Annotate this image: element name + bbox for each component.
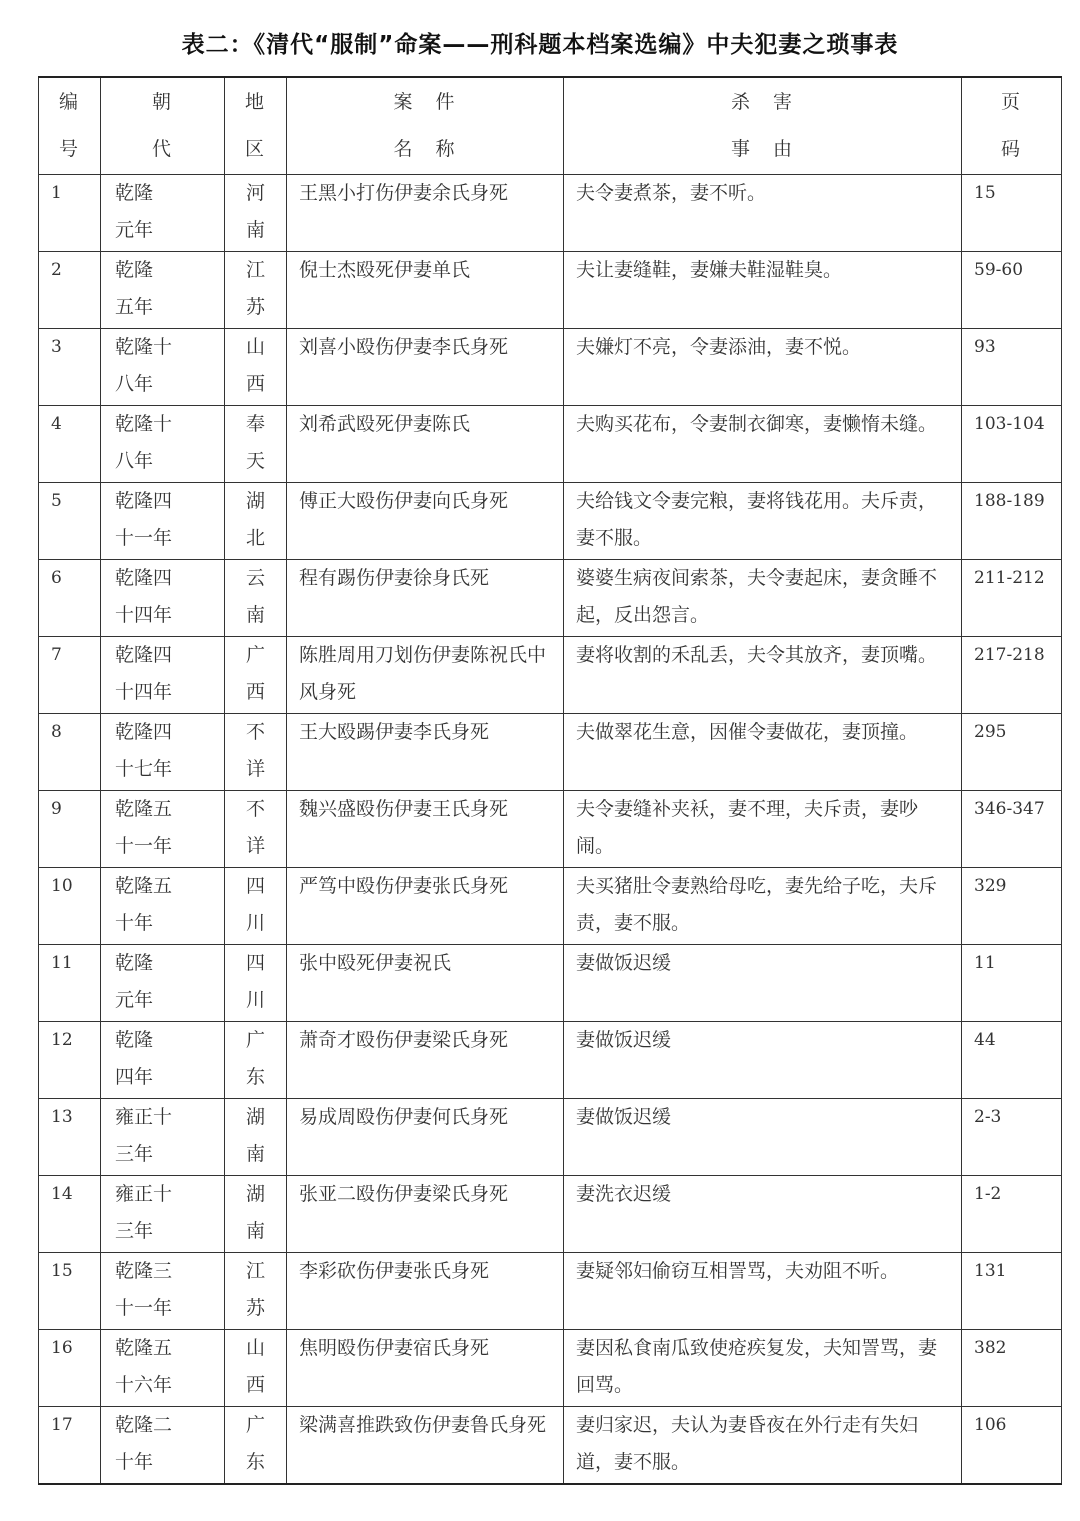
cell-reason: 夫令妻缝补夹袄，妻不理，夫斥责，妻吵闹。 [564, 791, 962, 868]
cell-region: 广 东 [225, 1407, 287, 1485]
cell-reason: 夫给钱文令妻完粮，妻将钱花用。夫斥责，妻不服。 [564, 483, 962, 560]
cell-region: 湖 南 [225, 1176, 287, 1253]
cell-reason: 婆婆生病夜间索茶，夫令妻起床，妻贪睡不起，反出怨言。 [564, 560, 962, 637]
table-row [39, 868, 1062, 945]
cell-case-name: 李彩砍伤伊妻张氏身死 [287, 1253, 564, 1330]
table-row [39, 1099, 1062, 1176]
cell-reason: 妻将收割的禾乱丢，夫令其放齐，妻顶嘴。 [564, 637, 962, 714]
cell-id: 9 [39, 791, 101, 868]
cell-region: 奉 天 [225, 406, 287, 483]
cell-id: 15 [39, 1253, 101, 1330]
table-row [39, 1022, 1062, 1099]
cell-reason: 妻做饭迟缓 [564, 1099, 962, 1176]
table-body [39, 175, 1062, 1485]
cell-region: 广 西 [225, 637, 287, 714]
table-row [39, 560, 1062, 637]
cell-region: 不 详 [225, 791, 287, 868]
table-row [39, 406, 1062, 483]
cell-id: 13 [39, 1099, 101, 1176]
cell-case-name: 易成周殴伤伊妻何氏身死 [287, 1099, 564, 1176]
cell-page: 131 [962, 1253, 1062, 1330]
cell-reason: 夫让妻缝鞋，妻嫌夫鞋湿鞋臭。 [564, 252, 962, 329]
cell-id: 16 [39, 1330, 101, 1407]
cell-reason: 妻做饭迟缓 [564, 945, 962, 1022]
cell-region: 云 南 [225, 560, 287, 637]
cell-id: 2 [39, 252, 101, 329]
cell-page: 59-60 [962, 252, 1062, 329]
cell-era: 乾隆十 八年 [101, 329, 225, 406]
cell-region: 山 西 [225, 329, 287, 406]
cell-id: 10 [39, 868, 101, 945]
cell-id: 17 [39, 1407, 101, 1485]
cell-region: 江 苏 [225, 1253, 287, 1330]
table-row [39, 714, 1062, 791]
cell-reason: 夫令妻煮茶，妻不听。 [564, 175, 962, 252]
cell-era: 乾隆 四年 [101, 1022, 225, 1099]
cell-case-name: 刘喜小殴伤伊妻李氏身死 [287, 329, 564, 406]
cell-page: 295 [962, 714, 1062, 791]
cell-era: 乾隆五 十一年 [101, 791, 225, 868]
header-reason: 杀 害 事 由 [564, 77, 962, 175]
cell-page: 346-347 [962, 791, 1062, 868]
cell-region: 四 川 [225, 945, 287, 1022]
table-row [39, 1407, 1062, 1485]
cell-id: 1 [39, 175, 101, 252]
table-row [39, 637, 1062, 714]
header-case-name: 案 件 名 称 [287, 77, 564, 175]
table-row [39, 175, 1062, 252]
cell-id: 7 [39, 637, 101, 714]
case-table [38, 76, 1062, 1485]
cell-reason: 妻因私食南瓜致使疮疾复发，夫知詈骂，妻回骂。 [564, 1330, 962, 1407]
cell-era: 雍正十 三年 [101, 1099, 225, 1176]
cell-page: 103-104 [962, 406, 1062, 483]
cell-era: 乾隆四 十四年 [101, 637, 225, 714]
table-row [39, 483, 1062, 560]
cell-era: 乾隆 元年 [101, 175, 225, 252]
cell-reason: 夫购买花布，令妻制衣御寒，妻懒惰未缝。 [564, 406, 962, 483]
table-header [39, 77, 1062, 175]
cell-case-name: 傅正大殴伤伊妻向氏身死 [287, 483, 564, 560]
cell-page: 106 [962, 1407, 1062, 1485]
cell-case-name: 严笃中殴伤伊妻张氏身死 [287, 868, 564, 945]
cell-reason: 妻洗衣迟缓 [564, 1176, 962, 1253]
cell-page: 93 [962, 329, 1062, 406]
cell-reason: 夫嫌灯不亮，令妻添油，妻不悦。 [564, 329, 962, 406]
cell-case-name: 倪士杰殴死伊妻单氏 [287, 252, 564, 329]
table-row [39, 945, 1062, 1022]
cell-region: 河 南 [225, 175, 287, 252]
cell-reason: 妻疑邻妇偷窃互相詈骂，夫劝阻不听。 [564, 1253, 962, 1330]
cell-era: 雍正十 三年 [101, 1176, 225, 1253]
cell-case-name: 程有踢伤伊妻徐身氏死 [287, 560, 564, 637]
cell-reason: 妻归家迟，夫认为妻昏夜在外行走有失妇道，妻不服。 [564, 1407, 962, 1485]
cell-page: 188-189 [962, 483, 1062, 560]
header-page: 页 码 [962, 77, 1062, 175]
cell-region: 不 详 [225, 714, 287, 791]
cell-case-name: 萧奇才殴伤伊妻梁氏身死 [287, 1022, 564, 1099]
cell-case-name: 梁满喜推跌致伤伊妻鲁氏身死 [287, 1407, 564, 1485]
table-row [39, 791, 1062, 868]
cell-page: 2-3 [962, 1099, 1062, 1176]
cell-case-name: 王黑小打伤伊妻余氏身死 [287, 175, 564, 252]
cell-era: 乾隆二 十年 [101, 1407, 225, 1485]
cell-page: 217-218 [962, 637, 1062, 714]
header-row [39, 77, 1062, 175]
cell-case-name: 陈胜周用刀划伤伊妻陈祝氏中风身死 [287, 637, 564, 714]
header-region: 地 区 [225, 77, 287, 175]
cell-region: 湖 南 [225, 1099, 287, 1176]
cell-id: 14 [39, 1176, 101, 1253]
table-row [39, 1253, 1062, 1330]
cell-page: 211-212 [962, 560, 1062, 637]
cell-page: 15 [962, 175, 1062, 252]
cell-reason: 妻做饭迟缓 [564, 1022, 962, 1099]
cell-region: 山 西 [225, 1330, 287, 1407]
cell-case-name: 刘希武殴死伊妻陈氏 [287, 406, 564, 483]
cell-page: 44 [962, 1022, 1062, 1099]
cell-era: 乾隆四 十一年 [101, 483, 225, 560]
cell-reason: 夫买猪肚令妻熟给母吃，妻先给子吃，夫斥责，妻不服。 [564, 868, 962, 945]
cell-era: 乾隆五 十六年 [101, 1330, 225, 1407]
cell-era: 乾隆十 八年 [101, 406, 225, 483]
cell-reason: 夫做翠花生意，因催令妻做花，妻顶撞。 [564, 714, 962, 791]
cell-page: 329 [962, 868, 1062, 945]
cell-era: 乾隆三 十一年 [101, 1253, 225, 1330]
table-row [39, 252, 1062, 329]
cell-id: 8 [39, 714, 101, 791]
cell-id: 4 [39, 406, 101, 483]
cell-era: 乾隆五 十年 [101, 868, 225, 945]
cell-region: 广 东 [225, 1022, 287, 1099]
cell-era: 乾隆四 十四年 [101, 560, 225, 637]
cell-case-name: 张亚二殴伤伊妻梁氏身死 [287, 1176, 564, 1253]
cell-case-name: 张中殴死伊妻祝氏 [287, 945, 564, 1022]
header-id: 编 号 [39, 77, 101, 175]
table-row [39, 1330, 1062, 1407]
cell-page: 1-2 [962, 1176, 1062, 1253]
cell-era: 乾隆四 十七年 [101, 714, 225, 791]
table-title: 表二：《清代“服制”命案——刑科题本档案选编》中夫犯妻之琐事表 [181, 32, 899, 58]
cell-id: 12 [39, 1022, 101, 1099]
table-row [39, 329, 1062, 406]
cell-case-name: 王大殴踢伊妻李氏身死 [287, 714, 564, 791]
cell-page: 11 [962, 945, 1062, 1022]
cell-era: 乾隆 五年 [101, 252, 225, 329]
cell-id: 5 [39, 483, 101, 560]
cell-id: 11 [39, 945, 101, 1022]
cell-region: 江 苏 [225, 252, 287, 329]
table-row [39, 1176, 1062, 1253]
cell-case-name: 焦明殴伤伊妻宿氏身死 [287, 1330, 564, 1407]
cell-case-name: 魏兴盛殴伤伊妻王氏身死 [287, 791, 564, 868]
cell-era: 乾隆 元年 [101, 945, 225, 1022]
cell-id: 6 [39, 560, 101, 637]
header-era: 朝 代 [101, 77, 225, 175]
cell-page: 382 [962, 1330, 1062, 1407]
cell-region: 四 川 [225, 868, 287, 945]
cell-id: 3 [39, 329, 101, 406]
cell-region: 湖 北 [225, 483, 287, 560]
